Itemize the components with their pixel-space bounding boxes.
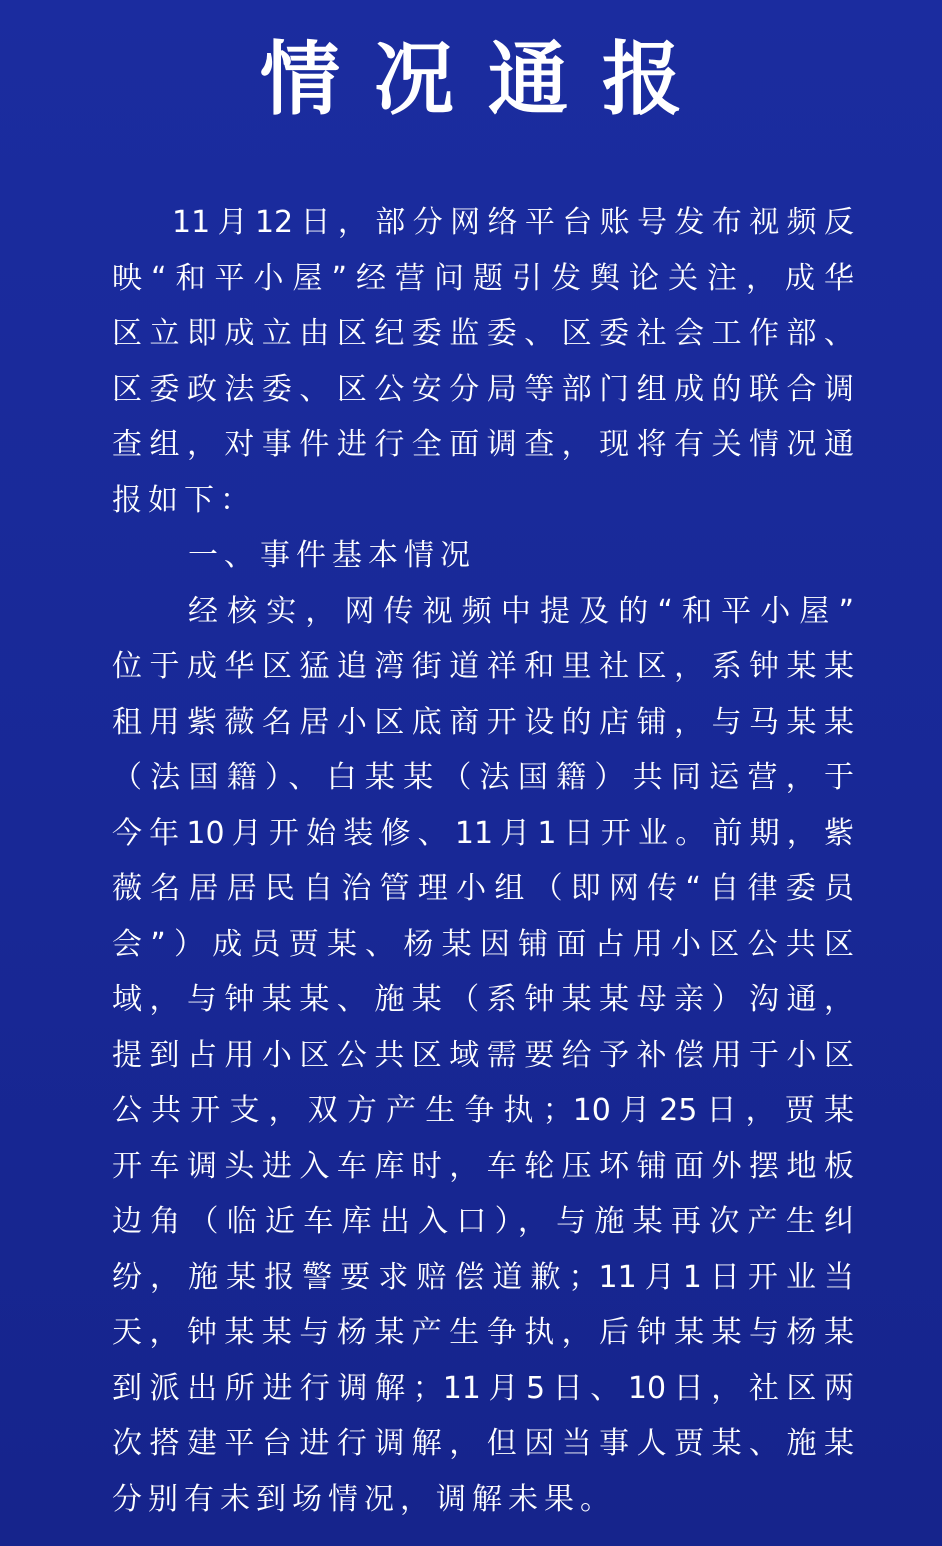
paragraph-line: （法国籍）、白某某（法国籍）共同运营，于 bbox=[112, 760, 854, 795]
notice-body bbox=[112, 195, 854, 1527]
paragraph-line: 纷，施某报警要求赔偿道歉；11月1日开业当 bbox=[112, 1259, 854, 1295]
paragraph-line: 11月12日，部分网络平台账号发布视频反 bbox=[172, 205, 854, 240]
paragraph-line: 区立即成立由区纪委监委、区委社会工作部、 bbox=[112, 316, 854, 351]
section-heading: 一、事件基本情况 bbox=[188, 538, 476, 573]
paragraph-line: 分别有未到场情况，调解未果。 bbox=[112, 1481, 616, 1517]
paragraph-line: 公共开支，双方产生争执；10月25日，贾某 bbox=[112, 1093, 854, 1128]
paragraph-line: 次搭建平台进行调解，但因当事人贾某、施某 bbox=[112, 1426, 854, 1461]
paragraph-line: 薇名居居民自治管理小组（即网传“自律委员 bbox=[112, 871, 854, 906]
paragraph-line: 天，钟某某与杨某产生争执，后钟某某与杨某 bbox=[112, 1315, 854, 1350]
paragraph-line: 租用紫薇名居小区底商开设的店铺，与马某某 bbox=[112, 704, 854, 740]
paragraph-line: 位于成华区猛追湾街道祥和里社区，系钟某某 bbox=[112, 649, 854, 684]
paragraph-line: 映“和平小屋”经营问题引发舆论关注，成华 bbox=[112, 260, 854, 296]
paragraph-line: 报如下： bbox=[112, 482, 256, 518]
paragraph-line: 区委政法委、区公安分局等部门组成的联合调 bbox=[112, 371, 854, 407]
paragraph-line: 到派出所进行调解；11月5日、10日，社区两 bbox=[112, 1370, 854, 1406]
paragraph-line: 边角（临近车库出入口），与施某再次产生纠 bbox=[112, 1204, 854, 1239]
paragraph-line: 今年10月开始装修、11月1日开业。前期，紫 bbox=[112, 815, 854, 851]
paragraph-line: 查组，对事件进行全面调查，现将有关情况通 bbox=[112, 427, 854, 462]
paragraph-line: 域，与钟某某、施某（系钟某某母亲）沟通， bbox=[112, 982, 854, 1017]
paragraph-line: 经核实，网传视频中提及的“和平小屋” bbox=[188, 593, 854, 629]
page-title: 情况通报 bbox=[260, 33, 716, 126]
paragraph-line: 开车调头进入车库时，车轮压坏铺面外摆地板 bbox=[112, 1148, 854, 1184]
paragraph-line: 会”）成员贾某、杨某因铺面占用小区公共区 bbox=[112, 926, 854, 962]
paragraph-line: 提到占用小区公共区域需要给予补偿用于小区 bbox=[112, 1037, 854, 1073]
